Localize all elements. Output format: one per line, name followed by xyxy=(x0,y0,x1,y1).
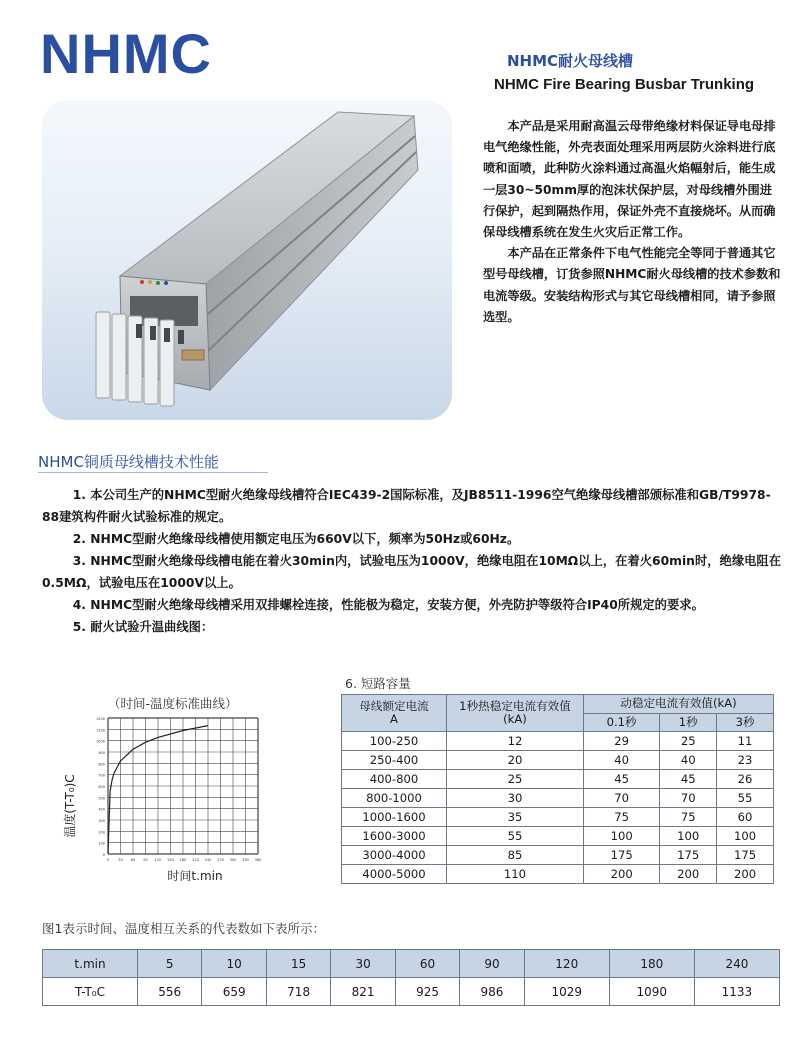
time-cell: 10 xyxy=(202,950,266,978)
time-cell: 30 xyxy=(331,950,395,978)
table-cell: 29 xyxy=(584,732,660,751)
table-cell: 250-400 xyxy=(342,751,447,770)
y-tick-labels xyxy=(96,717,105,857)
time-row xyxy=(43,950,780,978)
temperature-curve-chart xyxy=(60,710,270,885)
spec-item-5: 5. 耐火试验升温曲线图： xyxy=(72,620,214,634)
y-tick-label: 900 xyxy=(98,751,105,755)
y-axis-label: 温度(T-T₀)C xyxy=(63,774,77,838)
section-title: NHMC铜质母线槽技术性能 xyxy=(38,453,219,471)
x-tick-label: 240 xyxy=(204,858,212,862)
table-cell: 100 xyxy=(660,827,717,846)
col-rated-current xyxy=(342,695,447,732)
temperature-cell: 556 xyxy=(138,978,202,1006)
table-cell: 55 xyxy=(447,827,584,846)
y-tick-label: 0 xyxy=(102,853,105,857)
table-cell: 200 xyxy=(717,865,774,884)
time-cell: 5 xyxy=(138,950,202,978)
y-tick-label: 100 xyxy=(98,841,105,846)
table-row xyxy=(342,770,774,789)
table-cell: 12 xyxy=(447,732,584,751)
col-thermal-current xyxy=(447,695,584,732)
table-cell: 70 xyxy=(584,789,660,808)
y-tick-label: 1000 xyxy=(96,739,105,744)
x-tick-label: 360 xyxy=(254,858,262,862)
x-tick-label: 150 xyxy=(167,858,174,862)
product-photo xyxy=(42,100,452,420)
chart-grid xyxy=(108,718,258,854)
time-row-label: t.min xyxy=(43,950,138,978)
x-tick-label: 180 xyxy=(179,858,187,862)
spec-item-1: 1. 本公司生产的NHMC型耐火绝缘母线槽符合IEC439-2国际标准，及JB8511-1996空气绝缘母线槽部颁标准和GB/T9978-88建筑构件耐火试验标准的规定。 xyxy=(42,488,771,524)
table-cell: 30 xyxy=(447,789,584,808)
table-cell: 23 xyxy=(717,751,774,770)
spec-item-2: 2. NHMC型耐火绝缘母线槽使用额定电压为660V以下，频率为50Hz或60Hz。 xyxy=(72,532,520,546)
table-row xyxy=(342,827,774,846)
table-cell: 26 xyxy=(717,770,774,789)
temperature-cell: 821 xyxy=(331,978,395,1006)
section-divider xyxy=(38,472,268,473)
short-circuit-title: 6. 短路容量 xyxy=(345,676,411,691)
time-cell: 15 xyxy=(266,950,330,978)
table-cell: 175 xyxy=(660,846,717,865)
product-title-en: NHMC Fire Bearing Busbar Trunking xyxy=(494,76,755,93)
temperature-row-label: T-T₀C xyxy=(43,978,138,1006)
table-cell: 60 xyxy=(717,808,774,827)
x-tick-label: 90 xyxy=(143,858,148,862)
col-rated-current-a: 母线额定电流 xyxy=(359,699,429,713)
spec-item-4: 4. NHMC型耐火绝缘母线槽采用双排螺栓连接，性能极为稳定，安装方便，外壳防护等级符合IP40所规定的要求。 xyxy=(72,598,704,612)
table-cell: 1000-1600 xyxy=(342,808,447,827)
table-row xyxy=(342,865,774,884)
x-tick-label: 30 xyxy=(118,858,123,862)
table-row xyxy=(342,789,774,808)
x-tick-label: 270 xyxy=(217,858,224,862)
y-tick-label: 200 xyxy=(98,830,105,835)
figure-caption: 图1表示时间、温度相互关系的代表数如下表所示： xyxy=(42,921,325,936)
table-cell: 75 xyxy=(660,808,717,827)
table-cell: 75 xyxy=(584,808,660,827)
table-cell: 800-1000 xyxy=(342,789,447,808)
y-tick-label: 1100 xyxy=(96,728,105,733)
temperature-cell: 925 xyxy=(395,978,459,1006)
x-tick-label: 0 xyxy=(106,858,110,862)
x-tick-label: 300 xyxy=(229,858,237,862)
time-cell: 90 xyxy=(460,950,524,978)
y-tick-label: 500 xyxy=(98,796,105,801)
intro-paragraph-1: 本产品是采用耐高温云母带绝缘材料保证导电母排电气绝缘性能，外壳表面处理采用两层防火涂料进行底喷和面喷，此种防火涂料通过高温火焰幅射后，能生成一层30~50mm厚的泡沫状保护层，对母线槽外围进行保护，起到隔热作用，保证外壳不直接烧坏。从而确保母线槽系统在发生火灾后正常工作。 xyxy=(483,119,776,240)
short-circuit-table xyxy=(341,694,774,884)
table-cell: 100 xyxy=(717,827,774,846)
busbar-illustration xyxy=(42,100,452,420)
time-cell: 240 xyxy=(694,950,779,978)
time-cell: 120 xyxy=(524,950,609,978)
table-cell: 35 xyxy=(447,808,584,827)
y-tick-label: 1200 xyxy=(96,717,105,721)
col-thermal-current-a: 1秒热稳定电流有效值 xyxy=(459,699,571,713)
temperature-cell: 1133 xyxy=(694,978,779,1006)
temperature-cell: 986 xyxy=(460,978,524,1006)
intro-text xyxy=(483,116,781,328)
table-cell: 200 xyxy=(660,865,717,884)
table-cell: 100 xyxy=(584,827,660,846)
table-cell: 25 xyxy=(660,732,717,751)
table-cell: 55 xyxy=(717,789,774,808)
y-tick-label: 300 xyxy=(98,819,105,823)
table-cell: 200 xyxy=(584,865,660,884)
table-row xyxy=(342,808,774,827)
y-tick-label: 600 xyxy=(98,785,105,789)
table-cell: 4000-5000 xyxy=(342,865,447,884)
table-cell: 40 xyxy=(660,751,717,770)
time-cell: 180 xyxy=(609,950,694,978)
table-cell: 175 xyxy=(584,846,660,865)
sub-col-1s: 1秒 xyxy=(660,713,717,732)
table-row xyxy=(342,846,774,865)
curve-title: （时间-温度标准曲线） xyxy=(108,696,238,711)
product-title-cn: NHMC耐火母线槽 xyxy=(507,52,634,70)
table-cell: 11 xyxy=(717,732,774,751)
y-tick-label: 800 xyxy=(98,762,105,767)
table-cell: 70 xyxy=(660,789,717,808)
x-tick-label: 120 xyxy=(154,858,162,862)
col-dynamic-current: 动稳定电流有效值(kA) xyxy=(584,695,774,714)
col-rated-current-b: A xyxy=(390,712,398,726)
temperature-row xyxy=(43,978,780,1006)
temperature-cell: 1029 xyxy=(524,978,609,1006)
temperature-cell: 1090 xyxy=(609,978,694,1006)
sub-col-0-1s: 0.1秒 xyxy=(584,713,660,732)
x-tick-label: 210 xyxy=(192,858,199,862)
spec-list xyxy=(42,484,782,638)
sub-col-3s: 3秒 xyxy=(717,713,774,732)
table-cell: 25 xyxy=(447,770,584,789)
time-temperature-table xyxy=(42,949,780,1006)
intro-paragraph-2: 本产品在正常条件下电气性能完全等同于普通其它型号母线槽，订货参照NHMC耐火母线槽的技术参数和电流等级。安装结构形式与其它母线槽相同，请予参照选型。 xyxy=(483,246,781,324)
x-axis-label: 时间t.min xyxy=(167,869,223,883)
table-cell: 400-800 xyxy=(342,770,447,789)
table-cell: 100-250 xyxy=(342,732,447,751)
table-row xyxy=(342,732,774,751)
brand-logo: NHMC xyxy=(40,22,212,85)
table-cell: 40 xyxy=(584,751,660,770)
spec-item-3: 3. NHMC型耐火绝缘母线槽电能在着火30min内，试验电压为1000V，绝缘电阻在10MΩ以上，在着火60min时，绝缘电阻在0.5MΩ，试验电压在1000V以上。 xyxy=(42,554,782,590)
table-cell: 20 xyxy=(447,751,584,770)
x-tick-label: 60 xyxy=(130,858,136,862)
table-cell: 110 xyxy=(447,865,584,884)
table-cell: 85 xyxy=(447,846,584,865)
temperature-cell: 659 xyxy=(202,978,266,1006)
y-tick-label: 400 xyxy=(98,807,105,812)
x-tick-label: 330 xyxy=(242,858,249,862)
table-cell: 3000-4000 xyxy=(342,846,447,865)
table-row xyxy=(342,751,774,770)
x-tick-labels xyxy=(107,858,261,862)
table-cell: 45 xyxy=(660,770,717,789)
table-cell: 1600-3000 xyxy=(342,827,447,846)
y-tick-label: 700 xyxy=(98,773,105,778)
col-thermal-current-b: (kA) xyxy=(503,712,527,726)
table-cell: 45 xyxy=(584,770,660,789)
temperature-cell: 718 xyxy=(266,978,330,1006)
time-cell: 60 xyxy=(395,950,459,978)
table-cell: 175 xyxy=(717,846,774,865)
